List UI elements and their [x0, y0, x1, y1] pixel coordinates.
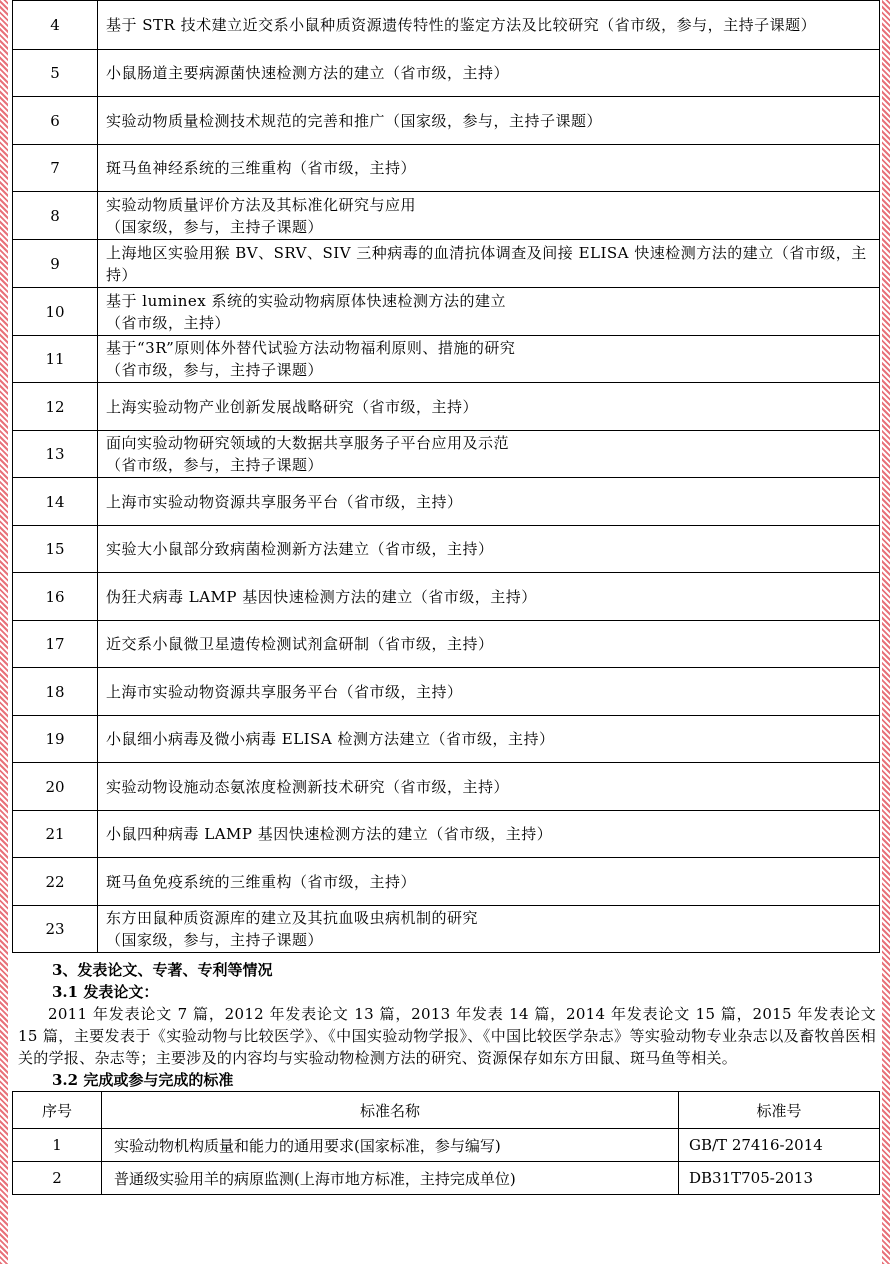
table-row — [13, 858, 880, 906]
project-number: 16 — [13, 573, 98, 621]
project-number: 7 — [13, 145, 98, 192]
table-row — [13, 763, 880, 811]
decorative-border-right — [882, 0, 890, 1264]
table-row — [13, 621, 880, 668]
project-number: 19 — [13, 716, 98, 763]
section-3 — [12, 959, 880, 1091]
table-row — [13, 573, 880, 621]
section-3-2-heading: 3.2 完成或参与完成的标准 — [52, 1071, 234, 1089]
standard-code: DB31T705-2013 — [679, 1162, 880, 1195]
table-row — [13, 145, 880, 192]
project-number: 20 — [13, 763, 98, 811]
project-title: 上海地区实验用猴 BV、SRV、SIV 三种病毒的血清抗体调查及间接 ELISA 快速检测方法的建立（省市级，主持） — [98, 240, 880, 288]
project-title: 小鼠细小病毒及微小病毒 ELISA 检测方法建立（省市级，主持） — [98, 716, 880, 763]
project-number: 14 — [13, 478, 98, 526]
table-row — [13, 336, 880, 383]
project-title: 实验动物质量检测技术规范的完善和推广（国家级，参与，主持子课题） — [98, 97, 880, 145]
project-number: 6 — [13, 97, 98, 145]
project-title: 斑马鱼神经系统的三维重构（省市级，主持） — [98, 145, 880, 192]
table-row — [13, 906, 880, 953]
project-title: 近交系小鼠微卫星遗传检测试剂盒研制（省市级，主持） — [98, 621, 880, 668]
standard-name: 普通级实验用羊的病原监测(上海市地方标准，主持完成单位) — [102, 1162, 679, 1195]
table-row — [13, 526, 880, 573]
project-title: 伪狂犬病毒 LAMP 基因快速检测方法的建立（省市级，主持） — [98, 573, 880, 621]
project-title: 上海实验动物产业创新发展战略研究（省市级，主持） — [98, 383, 880, 431]
project-number: 11 — [13, 336, 98, 383]
header-standard-name: 标准名称 — [102, 1092, 679, 1129]
project-title: 上海市实验动物资源共享服务平台（省市级，主持） — [98, 478, 880, 526]
project-title: 面向实验动物研究领域的大数据共享服务子平台应用及示范 （省市级，参与，主持子课题） — [98, 431, 880, 478]
table-row — [13, 1162, 880, 1195]
project-title: 实验动物设施动态氨浓度检测新技术研究（省市级，主持） — [98, 763, 880, 811]
table-row — [13, 478, 880, 526]
project-number: 8 — [13, 192, 98, 240]
table-row — [13, 716, 880, 763]
table-row — [13, 240, 880, 288]
header-number: 序号 — [13, 1092, 102, 1129]
project-number: 17 — [13, 621, 98, 668]
standard-number: 1 — [13, 1129, 102, 1162]
project-number: 10 — [13, 288, 98, 336]
project-number: 13 — [13, 431, 98, 478]
standards-table — [12, 1091, 880, 1195]
project-title: 实验动物质量评价方法及其标准化研究与应用 （国家级，参与，主持子课题） — [98, 192, 880, 240]
project-number: 12 — [13, 383, 98, 431]
project-title: 东方田鼠种质资源库的建立及其抗血吸虫病机制的研究 （国家级，参与，主持子课题） — [98, 906, 880, 953]
table-row — [13, 383, 880, 431]
table-row — [13, 811, 880, 858]
project-number: 4 — [13, 1, 98, 50]
standard-code: GB/T 27416-2014 — [679, 1129, 880, 1162]
project-number: 23 — [13, 906, 98, 953]
project-title: 小鼠四种病毒 LAMP 基因快速检测方法的建立（省市级，主持） — [98, 811, 880, 858]
document-page — [12, 0, 880, 1195]
table-row — [13, 1, 880, 50]
papers-paragraph: 2011 年发表论文 7 篇，2012 年发表论文 13 篇，2013 年发表 14 篇，2014 年发表论文 15 篇，2015 年发表论文 15 篇，主要发表于《实验动物与比较医学》、《中国实验动物学报》、《中国比较医学杂志》等实验动物专业杂志以及畜牧兽医相关的学报、杂志等；主要涉及的内容均与实验动物检测方法的研究、资源保存如东方田鼠、斑马鱼等相关。 — [18, 1005, 876, 1067]
project-number: 21 — [13, 811, 98, 858]
project-title: 上海市实验动物资源共享服务平台（省市级，主持） — [98, 668, 880, 716]
table-row — [13, 192, 880, 240]
decorative-border-left — [0, 0, 8, 1264]
project-title: 斑马鱼免疫系统的三维重构（省市级，主持） — [98, 858, 880, 906]
project-number: 9 — [13, 240, 98, 288]
table-row — [13, 1129, 880, 1162]
standard-number: 2 — [13, 1162, 102, 1195]
table-row — [13, 288, 880, 336]
project-number: 22 — [13, 858, 98, 906]
project-number: 5 — [13, 50, 98, 97]
project-number: 15 — [13, 526, 98, 573]
project-title: 小鼠肠道主要病源菌快速检测方法的建立（省市级，主持） — [98, 50, 880, 97]
projects-table — [12, 0, 880, 953]
standard-name: 实验动物机构质量和能力的通用要求(国家标准，参与编写) — [102, 1129, 679, 1162]
project-title: 基于“3R”原则体外替代试验方法动物福利原则、措施的研究 （省市级，参与，主持子课题） — [98, 336, 880, 383]
table-row — [13, 50, 880, 97]
table-row — [13, 431, 880, 478]
table-row — [13, 668, 880, 716]
section-3-1-heading: 3.1 发表论文： — [52, 983, 159, 1001]
section-3-heading: 3、发表论文、专著、专利等情况 — [52, 961, 273, 979]
project-number: 18 — [13, 668, 98, 716]
header-standard-code: 标准号 — [679, 1092, 880, 1129]
project-title: 基于 luminex 系统的实验动物病原体快速检测方法的建立 （省市级，主持） — [98, 288, 880, 336]
table-row — [13, 97, 880, 145]
project-title: 实验大小鼠部分致病菌检测新方法建立（省市级，主持） — [98, 526, 880, 573]
standards-header-row — [13, 1092, 880, 1129]
project-title: 基于 STR 技术建立近交系小鼠种质资源遗传特性的鉴定方法及比较研究（省市级，参与，主持子课题） — [98, 1, 880, 50]
